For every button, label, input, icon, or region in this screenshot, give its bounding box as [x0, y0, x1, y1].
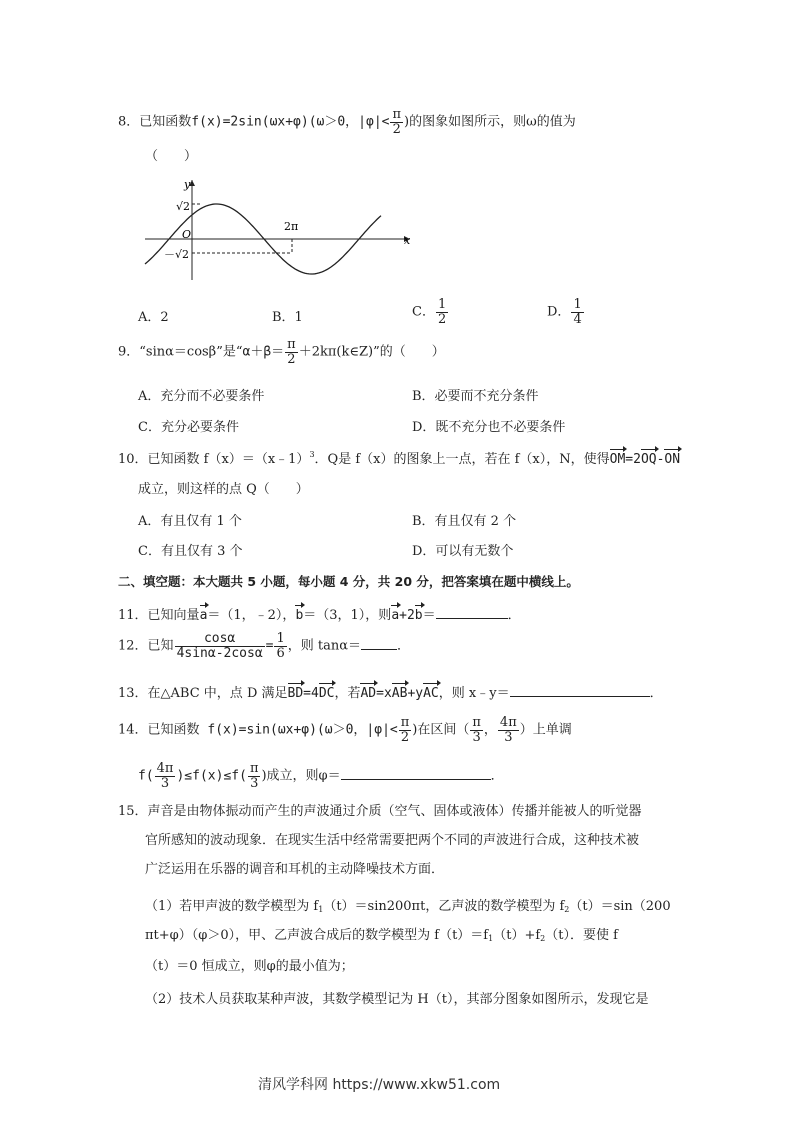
- question-number: 8．: [118, 114, 140, 130]
- q9-option-d: D．既不充分也不必要条件: [412, 420, 566, 435]
- answer-blank[interactable]: [510, 685, 650, 697]
- cos-fraction: $\frac{\cos\alpha}{4\sin\alpha-2\cos\alpha}$: [176, 631, 263, 661]
- q8-text: 已知函数: [139, 114, 192, 130]
- section-heading: 二、填空题：本大题共 5 小题，每小题 4 分，共 20 分，把答案填在题中横线上。: [118, 574, 579, 589]
- q10-option-d: D．可以有无数个: [412, 544, 514, 559]
- answer-blank[interactable]: [341, 768, 491, 780]
- q8-option-a: A．2: [138, 310, 169, 325]
- q12-line: 12．已知 $\frac{\cos\alpha}{4\sin\alpha-2\cos\alpha}$ = $\frac{1}{6}$ ，则 tanα＝ ．: [118, 631, 411, 661]
- q15-part1-line1: （1）若甲声波的数学模型为 $f_1(t)=\sin 200\pi t$，乙声波的数学模型为 $f_2(t)=\sin(200$: [145, 899, 671, 914]
- q15-part1-line2: πt+φ）（φ＞0），甲、乙声波合成后的数学模型为 $f(t)=f_1(t)+f_2(t)$．要使 f: [145, 928, 618, 943]
- q8-option-c: C． $\frac{1}{2}$: [412, 297, 447, 327]
- neg-sqrt2-label: －√2: [164, 248, 190, 261]
- vector-om: OM: [609, 452, 626, 467]
- question-number: 10．: [118, 452, 148, 467]
- question-number: 15．: [118, 804, 148, 819]
- q10-option-c: C．有且仅有 3 个: [138, 544, 243, 559]
- pi-over-2: $\frac{\pi}{2}$: [392, 107, 402, 137]
- y-axis-label: y: [184, 178, 191, 191]
- footer-watermark: 清风学科网 https://www.xkw51.com: [258, 1077, 501, 1093]
- q15-part2-line1: （2）技术人员获取某种声波，其数学模型记为 H（t），其部分图象如图所示，发现它是: [145, 992, 649, 1007]
- sqrt2-label: √2: [176, 200, 191, 213]
- q8-text-tail: )的图象如图所示，则ω的值为: [404, 114, 576, 130]
- question-number: 12．: [118, 638, 148, 654]
- q15-line3: 广泛运用在乐器的调音和耳机的主动降噪技术方面．: [145, 862, 445, 877]
- q8-option-d: D． $\frac{1}{4}$: [547, 297, 582, 327]
- q9-line: 9．“sinα＝cosβ”是“α＋β＝ $\frac{\pi}{2}$ ＋2kπ(k∈Z)”的（ ）: [118, 337, 445, 367]
- sine-graph: [140, 176, 420, 280]
- q13-line: 13．在△ABC 中，点 D 满足BD=4DC，若AD=xAB+yAC，则 x﹣y＝ ．: [118, 686, 663, 701]
- question-number: 9．: [118, 344, 140, 360]
- q8-expression: f(x)=2sin(ωx+φ)(ω＞0，|φ|<: [191, 114, 390, 130]
- q8-answer-paren: （ ）: [145, 149, 198, 164]
- answer-blank[interactable]: [436, 607, 508, 619]
- question-number: 11．: [118, 608, 148, 623]
- q9-option-c: C．充分必要条件: [138, 420, 239, 435]
- q15-line1: 15．声音是由物体振动而产生的声波通过介质（空气、固体或液体）传播并能被人的听觉器: [118, 804, 642, 819]
- q14-line: 14．已知函数 f(x)=sin(ωx+φ)(ω＞0，|φ|< $\frac{\pi}{2}$ )在区间（ $\frac{\pi}{3}$ ， $\frac{4\pi}{3}$ ）上单调: [118, 715, 572, 745]
- q15-line2: 官所感知的波动现象．在现实生活中经常需要把两个不同的声波进行合成，这种技术被: [145, 833, 640, 848]
- vector-a: a: [199, 608, 208, 623]
- vector-oq: OQ: [640, 452, 657, 467]
- answer-blank[interactable]: [361, 638, 397, 650]
- q10-option-b: B．有且仅有 2 个: [412, 514, 517, 529]
- q10-line2: 成立，则这样的点 Q（ ）: [138, 482, 309, 497]
- q11-line: 11．已知向量a＝（1，﹣2），b＝（3，1），则a+2b＝ ．: [118, 608, 521, 623]
- origin-label: O: [182, 228, 192, 241]
- q10-option-a: A．有且仅有 1 个: [138, 514, 242, 529]
- two-pi-label: 2π: [284, 220, 299, 233]
- q8-line: [118, 108, 576, 136]
- vector-b: b: [295, 608, 304, 623]
- q14-line2: f( $\frac{4\pi}{3}$ )≤f(x)≤f( $\frac{\pi}{3}$ )成立，则φ＝ ．: [138, 761, 504, 791]
- q10-line: 10．已知函数 f（x）＝（x﹣1）$^3$．Q是 f（x）的图象上一点，若在 f（x），N，使得OM=2OQ-ON: [118, 450, 681, 467]
- q15-part1-line3: （t）＝0 恒成立，则φ的最小值为；: [145, 959, 354, 974]
- q8-option-b: B．1: [272, 310, 303, 325]
- q9-option-a: A．充分而不必要条件: [138, 389, 265, 404]
- q9-option-b: B．必要而不充分条件: [412, 389, 539, 404]
- pi-over-2: $\frac{\pi}{2}$: [287, 337, 296, 367]
- question-number: 13．: [118, 686, 148, 701]
- x-axis-label: x: [404, 234, 411, 247]
- question-number: 14．: [118, 722, 148, 738]
- vector-on: ON: [664, 452, 681, 467]
